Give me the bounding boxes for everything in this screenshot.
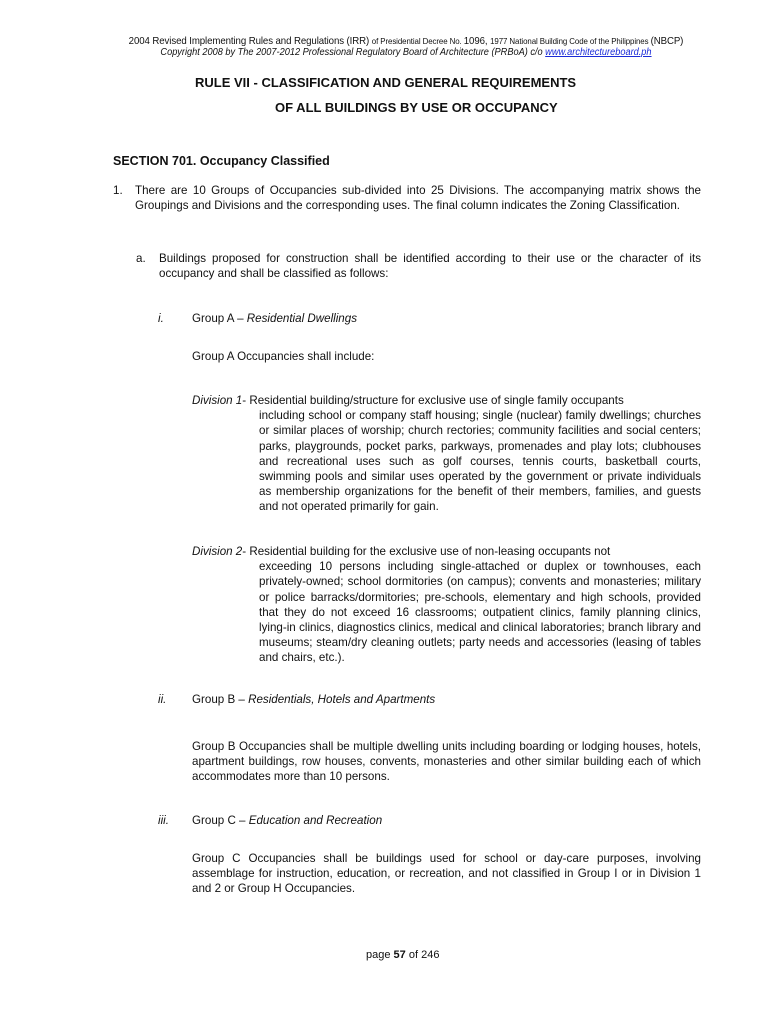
group-a-label: Group A –	[192, 312, 247, 325]
division-1-text: including school or company staff housing; single (nuclear) family dwellings; churches or similar places of worship; church rectories; community facilities and social centers; parks, playgrounds, pocket parks, parkways, promenades and play lots; clubhouses and recreational uses such as golf courses, tennis courts, basketball courts, swimming pools and similar uses operated by the government or private individuals as membership organizations for the benefit of their members, families, and guests and not operated primarily for gain.	[259, 409, 701, 514]
page-current: 57	[393, 949, 406, 961]
division-2-block	[192, 544, 701, 666]
rule-title-line1: RULE VII - CLASSIFICATION AND GENERAL REQUIREMENTS	[195, 75, 577, 90]
item-1-paragraph: There are 10 Groups of Occupancies sub-divided into 25 Divisions. The accompanying matrix shows the Groupings and Divisions and the corresponding uses. The final column indicates the Zoning Classification.	[135, 184, 701, 213]
item-number: 1.	[113, 184, 123, 197]
group-c-name: Education and Recreation	[248, 814, 383, 827]
page-total: 246	[421, 949, 440, 961]
item-a-paragraph: Buildings proposed for construction shall be identified according to their use or the character of its occupancy and shall be classified as follows:	[159, 252, 701, 281]
division-1-label: Division 1	[192, 394, 243, 407]
group-b-name: Residentials, Hotels and Apartments	[248, 693, 436, 706]
header-pd-text: of Presidential Decree No.	[371, 36, 464, 46]
item-letter: a.	[136, 252, 146, 265]
section-heading: SECTION 701. Occupancy Classified	[113, 154, 330, 168]
rule-title-line2: OF ALL BUILDINGS BY USE OR OCCUPANCY	[275, 100, 558, 115]
group-c-paragraph: Group C Occupancies shall be buildings used for school or day-care purposes, involving assemblage for instruction, education, or recreation, and not classified in Group I or in Division 1 and 2 or Group H Occupancies.	[192, 852, 701, 896]
group-a-intro: Group A Occupancies shall include:	[192, 350, 375, 363]
group-b-paragraph: Group B Occupancies shall be multiple dwelling units including boarding or lodging houses, hotels, apartment buildings, row houses, convents, monasteries and other similar building each of which accommodates more than 10 persons.	[192, 740, 701, 784]
division-1-lead: - Residential building/structure for exclusive use of single family occupants	[242, 394, 624, 407]
group-b-heading	[192, 692, 435, 707]
group-a-numeral: i.	[158, 312, 164, 325]
page-number	[366, 949, 439, 961]
header-nbcp-abbr: (NBCP)	[650, 35, 684, 47]
group-a-heading	[192, 311, 357, 326]
copyright-text: Copyright 2008 by The 2007-2012 Professional Regulatory Board of Architecture (PRBoA) c/o	[160, 47, 546, 58]
group-c-label: Group C –	[192, 814, 249, 827]
page-middle: of	[405, 949, 422, 961]
group-c-heading	[192, 813, 382, 828]
group-b-label: Group B –	[192, 693, 249, 706]
page-prefix: page	[366, 949, 394, 961]
group-c-numeral: iii.	[158, 814, 169, 827]
group-b-numeral: ii.	[158, 693, 167, 706]
header-decree-number: 1096,	[463, 35, 491, 47]
division-2-text: exceeding 10 persons including single-attached or duplex or townhouses, each privately-owned; school dormitories (on campus); convents and monasteries; military or police barracks/dormitories; pre-schools, elementary and high schools, provided that they do not exceed 16 classrooms; outpatient clinics, family planning clinics, lying-in clinics, diagnostics clinics, medical and clinical laboratories; branch library and museums; steam/dry cleaning outlets; party needs and accessories (leasing of tables and chairs, etc.).	[259, 560, 701, 665]
header-irr-text: 2004 Revised Implementing Rules and Regulations (IRR)	[128, 35, 372, 47]
copyright-line	[32, 47, 768, 59]
division-2-label: Division 2	[192, 545, 243, 558]
group-a-name: Residential Dwellings	[246, 312, 357, 325]
division-1-block	[192, 393, 701, 515]
running-header	[32, 35, 768, 47]
division-2-lead: - Residential building for the exclusive use of non-leasing occupants not	[242, 545, 611, 558]
header-nbcp-text: 1977 National Building Code of the Philippines	[490, 36, 651, 46]
architectureboard-link[interactable]: www.architectureboard.ph	[545, 47, 652, 58]
